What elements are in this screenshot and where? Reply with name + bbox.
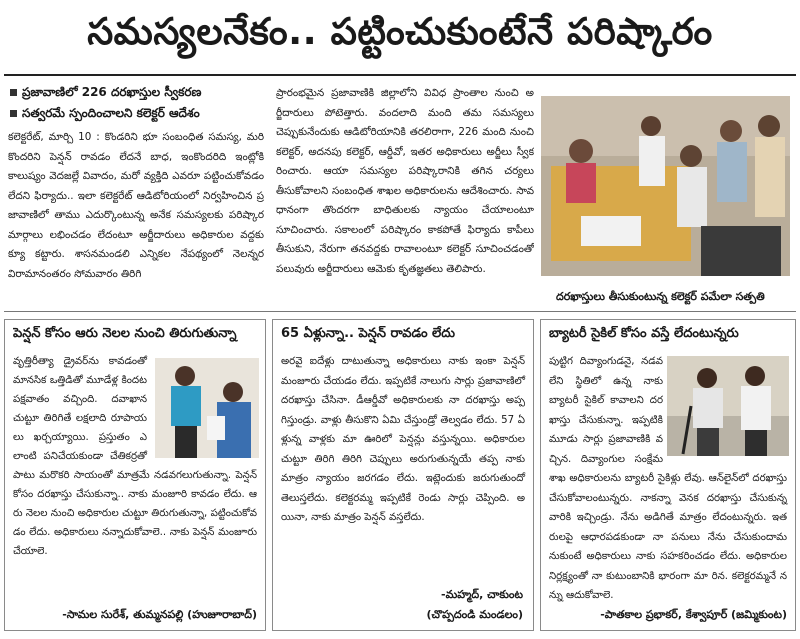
main-story-text-1: కలెక్టరేట్, మార్చి 10 : కొండరిని భూ సంబంధిత సమస్య, మరి కొందరిని పెన్షన్ రావడం లేదనే బాధ, ఇంకొందరిది ఇంట్లోకి కాలుష్యం వెదజల్లే వివాదం, మరో వ్యక్తిది ఎవరూ పట్టించుకోవడం లేదని ఫిర్యాదు.. ఇలా కలెక్టరేట్ ఆడిటోరియంలో నిర్వహించిన ప్రజావాణిలో తాము ఎదుర్కొంటున్న అనేక సమస్యలకు పరిష్కారమార్గాలు లభించడం లేదంటూ అర్జీదారులు అధికారుల వద్దకు క్యూ కట్టారు. శాసనమండలి ఎన్నికల నేపథ్యంలో నెలన్నర విరామానంతరం సోమవారం తిరిగి	[8, 131, 264, 280]
highlights-list	[8, 82, 264, 124]
main-story-column-1	[8, 82, 264, 304]
box-3-title: బ్యాటరీ సైకిల్ కోసం వస్తే లేదంటున్నరు	[549, 326, 739, 341]
headline: సమస్యలనేకం.. పట్టించుకుంటేనే పరిష్కారం	[87, 10, 713, 53]
collector-photo	[541, 96, 790, 276]
box-2-byline-location: (చొప్పదండి మండలం)	[426, 608, 523, 621]
box-3-body: పుట్టిగ దివ్యాంగుడనై, నడవలేని స్థితిలో ఉన్న నాకు బ్యాటరీ సైకిల్ కావాలని దరఖాస్తు చేసుకున్నా. ఇప్పటికి మూడు సార్లు ప్రజావాణికి వచ్చిన. దివ్యాంగుల సంక్షేమ శాఖ అధికారులను బ్యాటరీ సైకిళ్లు లేవు. ఆన్‌లైన్‌లో దరఖాస్తు చేసుకోవాలంటున్నరు. నాకన్నా వెనక దరఖాస్తు చేసుకున్న వారికి ఇచ్చిండ్రు. నేను అడిగితే మాత్రం లేదంటున్నరు. ఇతరులపై ఆధారపడకుండా నా పనులు నేను చేసుకుందామనుకుంటే అధికారులు నాకు సహకరించడం లేదు. అధికారుల నిర్లక్ష్యంతో నా కుటుంబానికి భారంగా మా రిన. కలెక్టరమ్మనే నన్ను ఆదుకోవాలె.	[549, 356, 787, 601]
box-2-body-wrap	[281, 352, 525, 528]
box-1-title: పెన్షన్ కోసం ఆరు నెలల నుంచి తిరుగుతున్నా	[13, 326, 237, 341]
box-2-byline: -మహ్మద్, చాకుంట	[441, 588, 523, 601]
box-1-body: వృత్తిరీత్యా డ్రైవర్‌ను కావడంతో మానసిక ఒత్తిడితో మూడేళ్ల కిందట పక్షవాతం వచ్చింది. దవాఖాన చుట్టూ తిరిగితే లక్షలాది రూపాయలు ఖర్చయ్యాయి. ప్రస్తుతం ఎలాంటి పనిచేయకుండా చేతికర్రతో పాటు మరొకరి సాయంతో మాత్రమే నడవగలుగుతున్నా. పెన్షన్ కోసం దరఖాస్తు చేసుకున్నా.. నాకు మంజూరి కావడం లేదు. ఆరు నెలల నుంచి అధికారుల చుట్టూ తిరుగుతున్నా, పట్టించుకోవడం లేదు. అధికారులు నన్నాదుకోవాలె.. నాకు పెన్షన్ మంజూరు చేయాలె.	[13, 356, 257, 557]
testimonial-box-2	[272, 319, 534, 631]
section-divider	[4, 311, 796, 312]
box-3-body-wrap	[549, 352, 787, 606]
box-3-photo-spacer	[663, 352, 787, 458]
headline-divider	[4, 74, 796, 76]
testimonial-box-1	[4, 319, 266, 631]
main-story-column-2	[276, 84, 534, 306]
main-story-text-2: ప్రారంభమైన ప్రజావాణికి జిల్లాలోని వివిధ ప్రాంతాల నుంచి అర్జీదారులు పోటెత్తారు. వందలాది మంది తమ సమస్యలు చెప్పుకునేందుకు ఆడిటోరియానికి తరలిరాగా, 226 మంది నుంచి కలెక్టర్, అదనపు కలెక్టర్, ఆర్డీవో, ఇతర అధికారులు అర్జీలు స్వీకరించారు. ఆయా సమస్యల పరిష్కారానికి తగిన చర్యలు తీసుకోవాలని సంబంధిత శాఖల అధికారులను ఆదేశించారు. సావధానంగా తొందరగా బాధితులకు న్యాయం చేయాలంటూ సూచించారు. సకాలంలో పరిష్కారం కాకపోతే ఫిర్యాదు కాపీలు తీసుకుని, నేరుగా తనవద్దకు రావాలంటూ కలెక్టర్ సూచించడంతో పలువురు అర్జీదారులు ఆమెకు కృతజ్ఞతలు తెలిపారు.	[276, 87, 534, 275]
highlight-item: ప్రజావాణిలో 226 దరఖాస్తుల స్వీకరణ	[8, 82, 264, 103]
box-1-photo-spacer	[147, 352, 257, 460]
box-3-byline: -పాతకాల ప్రభాకర్, కేశ్వాపూర్ (జమ్మికుంట)	[600, 608, 787, 621]
collector-photo-illustration	[541, 96, 790, 276]
testimonial-box-3	[540, 319, 796, 631]
box-1-body-wrap	[13, 352, 257, 561]
box-2-title: 65 ఏళ్లున్నా.. పెన్షన్ రావడం లేదు	[281, 326, 455, 341]
box-2-body: అరవై ఐదేళ్లు దాటుతున్నా అధికారులు నాకు ఇంకా పెన్షన్ మంజూరు చేయడం లేదు. ఇప్పటికే నాలుగు సార్లు ప్రజావాణిలో దరఖాస్తు చేసినా. డీఆర్డీవో అధికారులకు నా దరఖాస్తు అప్పగిస్తుండ్రు. వాళ్లు తీసుకొని ఏమి చేస్తుండ్రో తెల్వడం లేదు. 57 ఏళ్లున్న వాళ్లకు మా ఊరిలో పెన్షన్లు వస్తున్నయి. అధికారుల చుట్టూ తిరిగి తిరిగి చెప్పులు అరుగుతున్నయే తప్ప నాకు మాత్రం న్యాయం జరగడం లేదు. ఇట్లెందుకు జరుగుతుందో తెలుస్తలేదు. కలెక్టరమ్మ ఇప్పటికే రెండు సార్లు చెప్పింది. అయినా, నాకు మాత్రం పెన్షన్ వస్తలేదు.	[281, 356, 525, 523]
photo-caption: దరఖాస్తులు తీసుకుంటున్న కలెక్టర్ పమేలా సత్పతి	[556, 290, 765, 303]
box-1-byline: -సామల సురేశ్, తుమ్మనపల్లి (హుజూరాబాద్)	[62, 608, 257, 621]
highlight-item: సత్వరమే స్పందించాలని కలెక్టర్ ఆదేశం	[8, 103, 264, 124]
